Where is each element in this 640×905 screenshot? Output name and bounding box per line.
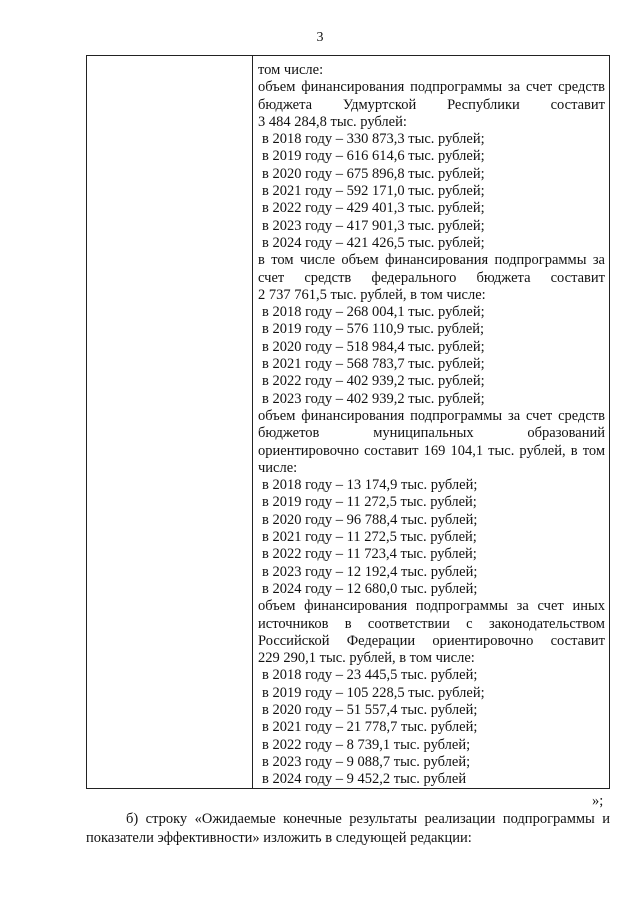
regional-year-line: в 2024 году – 421 426,5 тыс. рублей;	[262, 234, 485, 251]
federal-year-line: в 2019 году – 576 110,9 тыс. рублей;	[262, 321, 485, 338]
federal-total: 2 737 761,5 тыс. рублей, в том числе:	[258, 286, 486, 303]
regional-year-line: в 2022 году – 429 401,3 тыс. рублей;	[262, 200, 485, 217]
municipal-intro-line: бюджетов муниципальных образований	[258, 425, 605, 442]
financing-cell	[258, 62, 605, 788]
other-total: 229 290,1 тыс. рублей, в том числе:	[258, 650, 475, 667]
other-intro-line: объем финансирования подпрограммы за счет иных	[258, 598, 605, 615]
municipal-intro-line: ориентировочно составит 169 104,1 тыс. рублей, в том	[258, 442, 605, 459]
municipal-year-line: в 2021 году – 11 272,5 тыс. рублей;	[262, 529, 477, 546]
other-intro-line: источников в соответствии с законодательством	[258, 615, 605, 632]
federal-year-line: в 2020 году – 518 984,4 тыс. рублей;	[262, 338, 485, 355]
column-divider	[252, 56, 253, 788]
intro-line: бюджета Удмуртской Республики составит	[258, 96, 605, 113]
intro-line: объем финансирования подпрограммы за счет средств	[258, 79, 605, 96]
municipal-intro-line: объем финансирования подпрограммы за счет средств	[258, 407, 605, 424]
amendment-paragraph	[86, 810, 610, 848]
page-number: 3	[316, 30, 324, 45]
other-year-line: в 2023 году – 9 088,7 тыс. рублей;	[262, 753, 471, 770]
regional-year-line: в 2020 году – 675 896,8 тыс. рублей;	[262, 165, 485, 182]
municipal-year-line: в 2024 году – 12 680,0 тыс. рублей;	[262, 580, 478, 597]
other-year-line: в 2020 году – 51 557,4 тыс. рублей;	[262, 701, 478, 718]
regional-total: 3 484 284,8 тыс. рублей:	[258, 113, 407, 130]
paragraph-line: б) строку «Ожидаемые конечные результаты реализации подпрограммы и	[126, 811, 610, 827]
municipal-year-line: в 2020 году – 96 788,4 тыс. рублей;	[262, 511, 478, 528]
federal-year-line: в 2018 году – 268 004,1 тыс. рублей;	[262, 304, 485, 321]
intro-line: том числе:	[258, 62, 324, 78]
federal-year-line: в 2021 году – 568 783,7 тыс. рублей;	[262, 356, 485, 373]
municipal-year-line: в 2022 году – 11 723,4 тыс. рублей;	[262, 546, 477, 563]
municipal-year-line: в 2023 году – 12 192,4 тыс. рублей;	[262, 563, 478, 580]
municipal-year-line: в 2018 году – 13 174,9 тыс. рублей;	[262, 477, 478, 494]
financing-table	[86, 55, 610, 789]
federal-year-line: в 2023 году – 402 939,2 тыс. рублей;	[262, 390, 485, 407]
regional-year-line: в 2021 году – 592 171,0 тыс. рублей;	[262, 183, 485, 200]
other-year-line: в 2019 году – 105 228,5 тыс. рублей;	[262, 684, 485, 701]
regional-year-line: в 2018 году – 330 873,3 тыс. рублей;	[262, 131, 485, 148]
other-year-line: в 2022 году – 8 739,1 тыс. рублей;	[262, 736, 471, 753]
other-year-line: в 2021 году – 21 778,7 тыс. рублей;	[262, 719, 478, 736]
regional-year-line: в 2023 году – 417 901,3 тыс. рублей;	[262, 217, 485, 234]
other-year-line: в 2018 году – 23 445,5 тыс. рублей;	[262, 667, 478, 684]
federal-year-line: в 2022 году – 402 939,2 тыс. рублей;	[262, 373, 485, 390]
closing-quote-mark: »;	[592, 793, 604, 809]
paragraph-line: показатели эффективности» изложить в следующей редакции:	[86, 830, 472, 846]
municipal-year-line: в 2019 году – 11 272,5 тыс. рублей;	[262, 494, 477, 511]
municipal-intro-line: числе:	[258, 459, 298, 476]
other-intro-line: Российской Федерации ориентировочно составит	[258, 632, 605, 649]
federal-intro-line: в том числе объем финансирования подпрограммы за	[258, 252, 605, 269]
other-year-line: в 2024 году – 9 452,2 тыс. рублей	[262, 771, 467, 788]
regional-year-line: в 2019 году – 616 614,6 тыс. рублей;	[262, 148, 485, 165]
federal-intro-line: счет средств федерального бюджета составит	[258, 269, 605, 286]
